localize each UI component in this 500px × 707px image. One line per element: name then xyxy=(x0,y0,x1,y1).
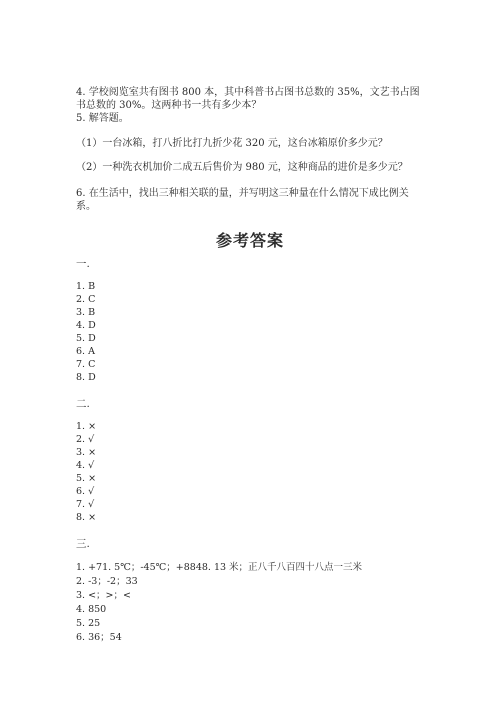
answer-item: 6. 36；54 xyxy=(76,632,122,643)
answer-item: 6. √ xyxy=(76,486,95,497)
section-heading: 二. xyxy=(76,398,90,410)
answer-item: 2. C xyxy=(76,294,96,305)
answer-item: 6. A xyxy=(76,346,95,357)
answer-item: 7. C xyxy=(76,359,96,370)
answer-item: 8. × xyxy=(76,512,97,523)
question-4: 4. 学校阅览室共有图书 800 本，其中科普书占图书总数的 35%，文艺书占图书总数的 30%。这两种书一共有多少本？ xyxy=(76,87,420,111)
answer-item: 8. D xyxy=(76,372,96,383)
section-heading: 三. xyxy=(76,538,90,550)
answer-item: 5. × xyxy=(76,473,97,484)
answer-item: 1. × xyxy=(76,421,97,432)
answer-item: 5. D xyxy=(76,333,96,344)
answer-item: 4. 850 xyxy=(76,604,107,615)
answer-item: 5. 25 xyxy=(76,618,101,629)
answer-item: 3. B xyxy=(76,307,96,318)
answer-item: 1. B xyxy=(76,281,96,292)
answer-item: 4. D xyxy=(76,320,96,331)
question-6: 6. 在生活中，找出三种相关联的量，并写明这三种量在什么情况下成比例关系。 xyxy=(76,188,409,212)
section-heading: 一. xyxy=(76,258,90,270)
answer-item: 7. √ xyxy=(76,499,95,510)
answer-item: 3. <；>；< xyxy=(76,590,131,601)
answer-item: 1. +71. 5℃；-45℃；+8848. 13 米；正八千八百四十八点一三米 xyxy=(76,562,363,573)
answer-item: 3. × xyxy=(76,447,97,458)
question-5-part-2: （2）一种洗衣机加价二成五后售价为 980 元，这种商品的进价是多少元？ xyxy=(76,162,408,173)
answer-item: 4. √ xyxy=(76,460,95,471)
answer-key-title: 参考答案 xyxy=(215,231,284,250)
question-5-part-1: （1）一台冰箱，打八折比打九折少花 320 元，这台冰箱原价多少元？ xyxy=(76,138,388,149)
answer-item: 2. -3；-2；33 xyxy=(76,576,138,587)
question-5-heading: 5. 解答题。 xyxy=(76,113,129,124)
answer-item: 2. √ xyxy=(76,434,95,445)
